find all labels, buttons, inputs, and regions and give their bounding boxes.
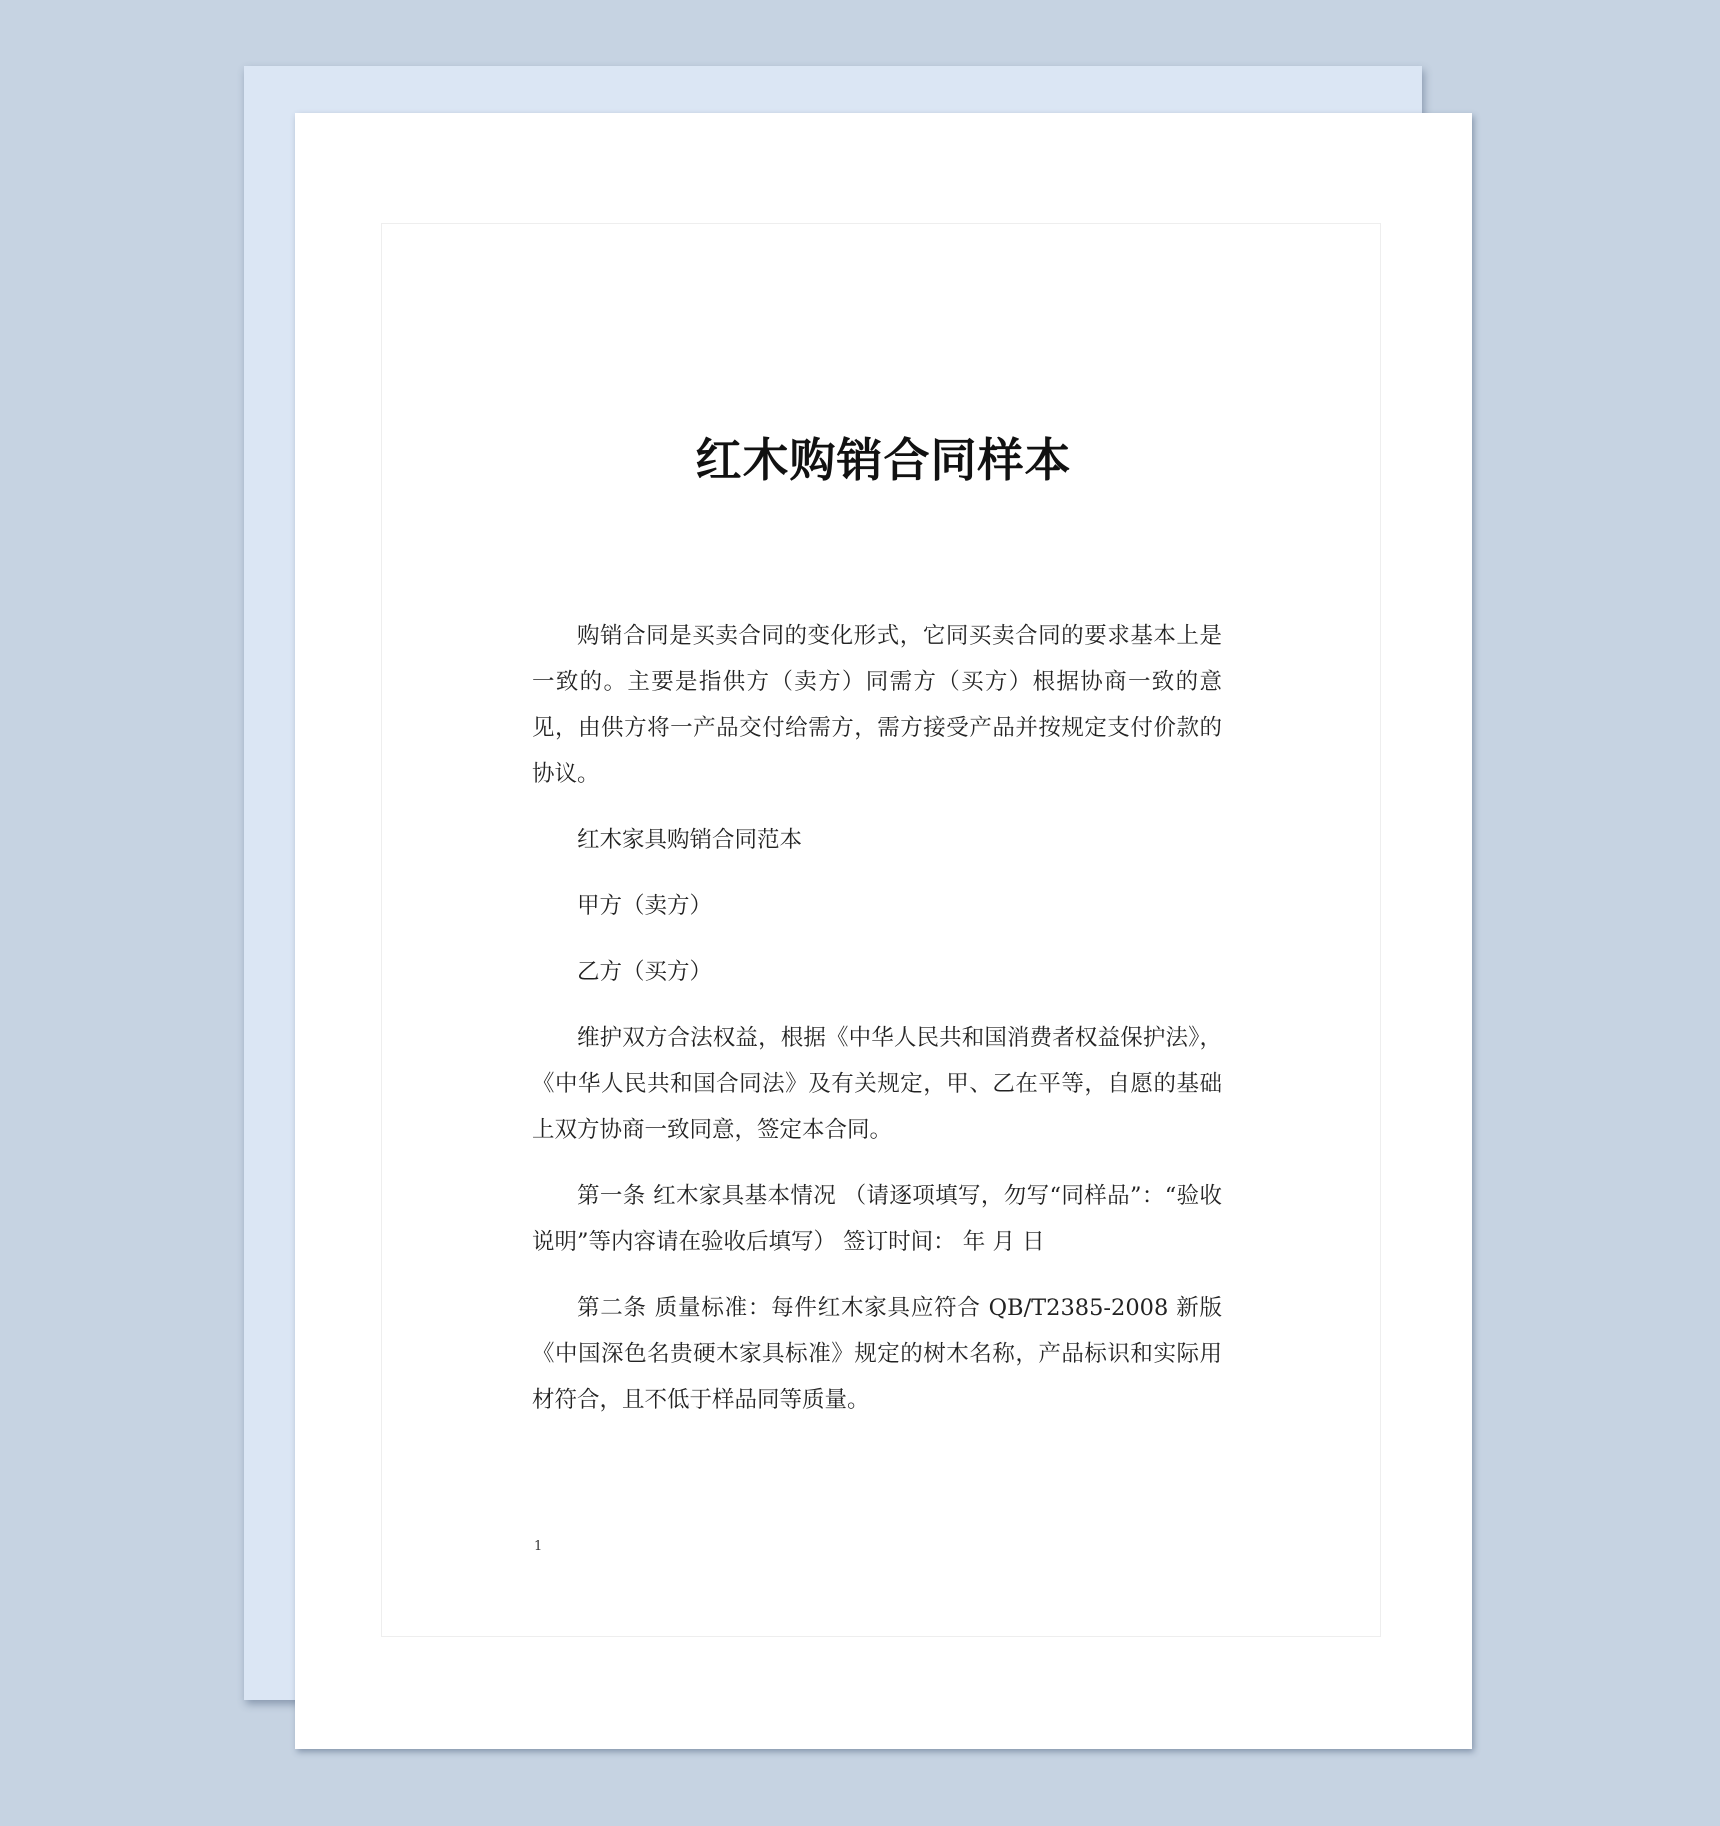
document-title: 红木购销合同样本 (695, 433, 1072, 487)
article-two-paragraph: 第二条 质量标准：每件红木家具应符合 QB/T2385-2008 新版《中国深色名贵硬木家具标准》规定的树木名称，产品标识和实际用材符合，且不低于样品同等质量。 (532, 1295, 1222, 1413)
preamble-paragraph: 维护双方合法权益，根据《中华人民共和国消费者权益保护法》，《中华人民共和国合同法》及有关规定，甲、乙在平等，自愿的基础上双方协商一致同意，签定本合同。 (532, 1025, 1222, 1143)
document-page (295, 113, 1472, 1749)
document-body (532, 613, 1222, 1443)
page-number: 1 (534, 1539, 543, 1554)
intro-paragraph: 购销合同是买卖合同的变化形式，它同买卖合同的要求基本上是一致的。主要是指供方（卖方）同需方（买方）根据协商一致的意见，由供方将一产品交付给需方，需方接受产品并按规定支付价款的协议。 (532, 623, 1222, 787)
contract-heading: 红木家具购销合同范本 (577, 827, 803, 853)
article-one-paragraph: 第一条 红木家具基本情况 （请逐项填写，勿写“同样品”：“验收说明”等内容请在验收后填写） 签订时间： 年 月 日 (532, 1183, 1222, 1255)
party-b-line: 乙方（买方） (577, 959, 713, 985)
party-a-line: 甲方（卖方） (577, 893, 713, 919)
